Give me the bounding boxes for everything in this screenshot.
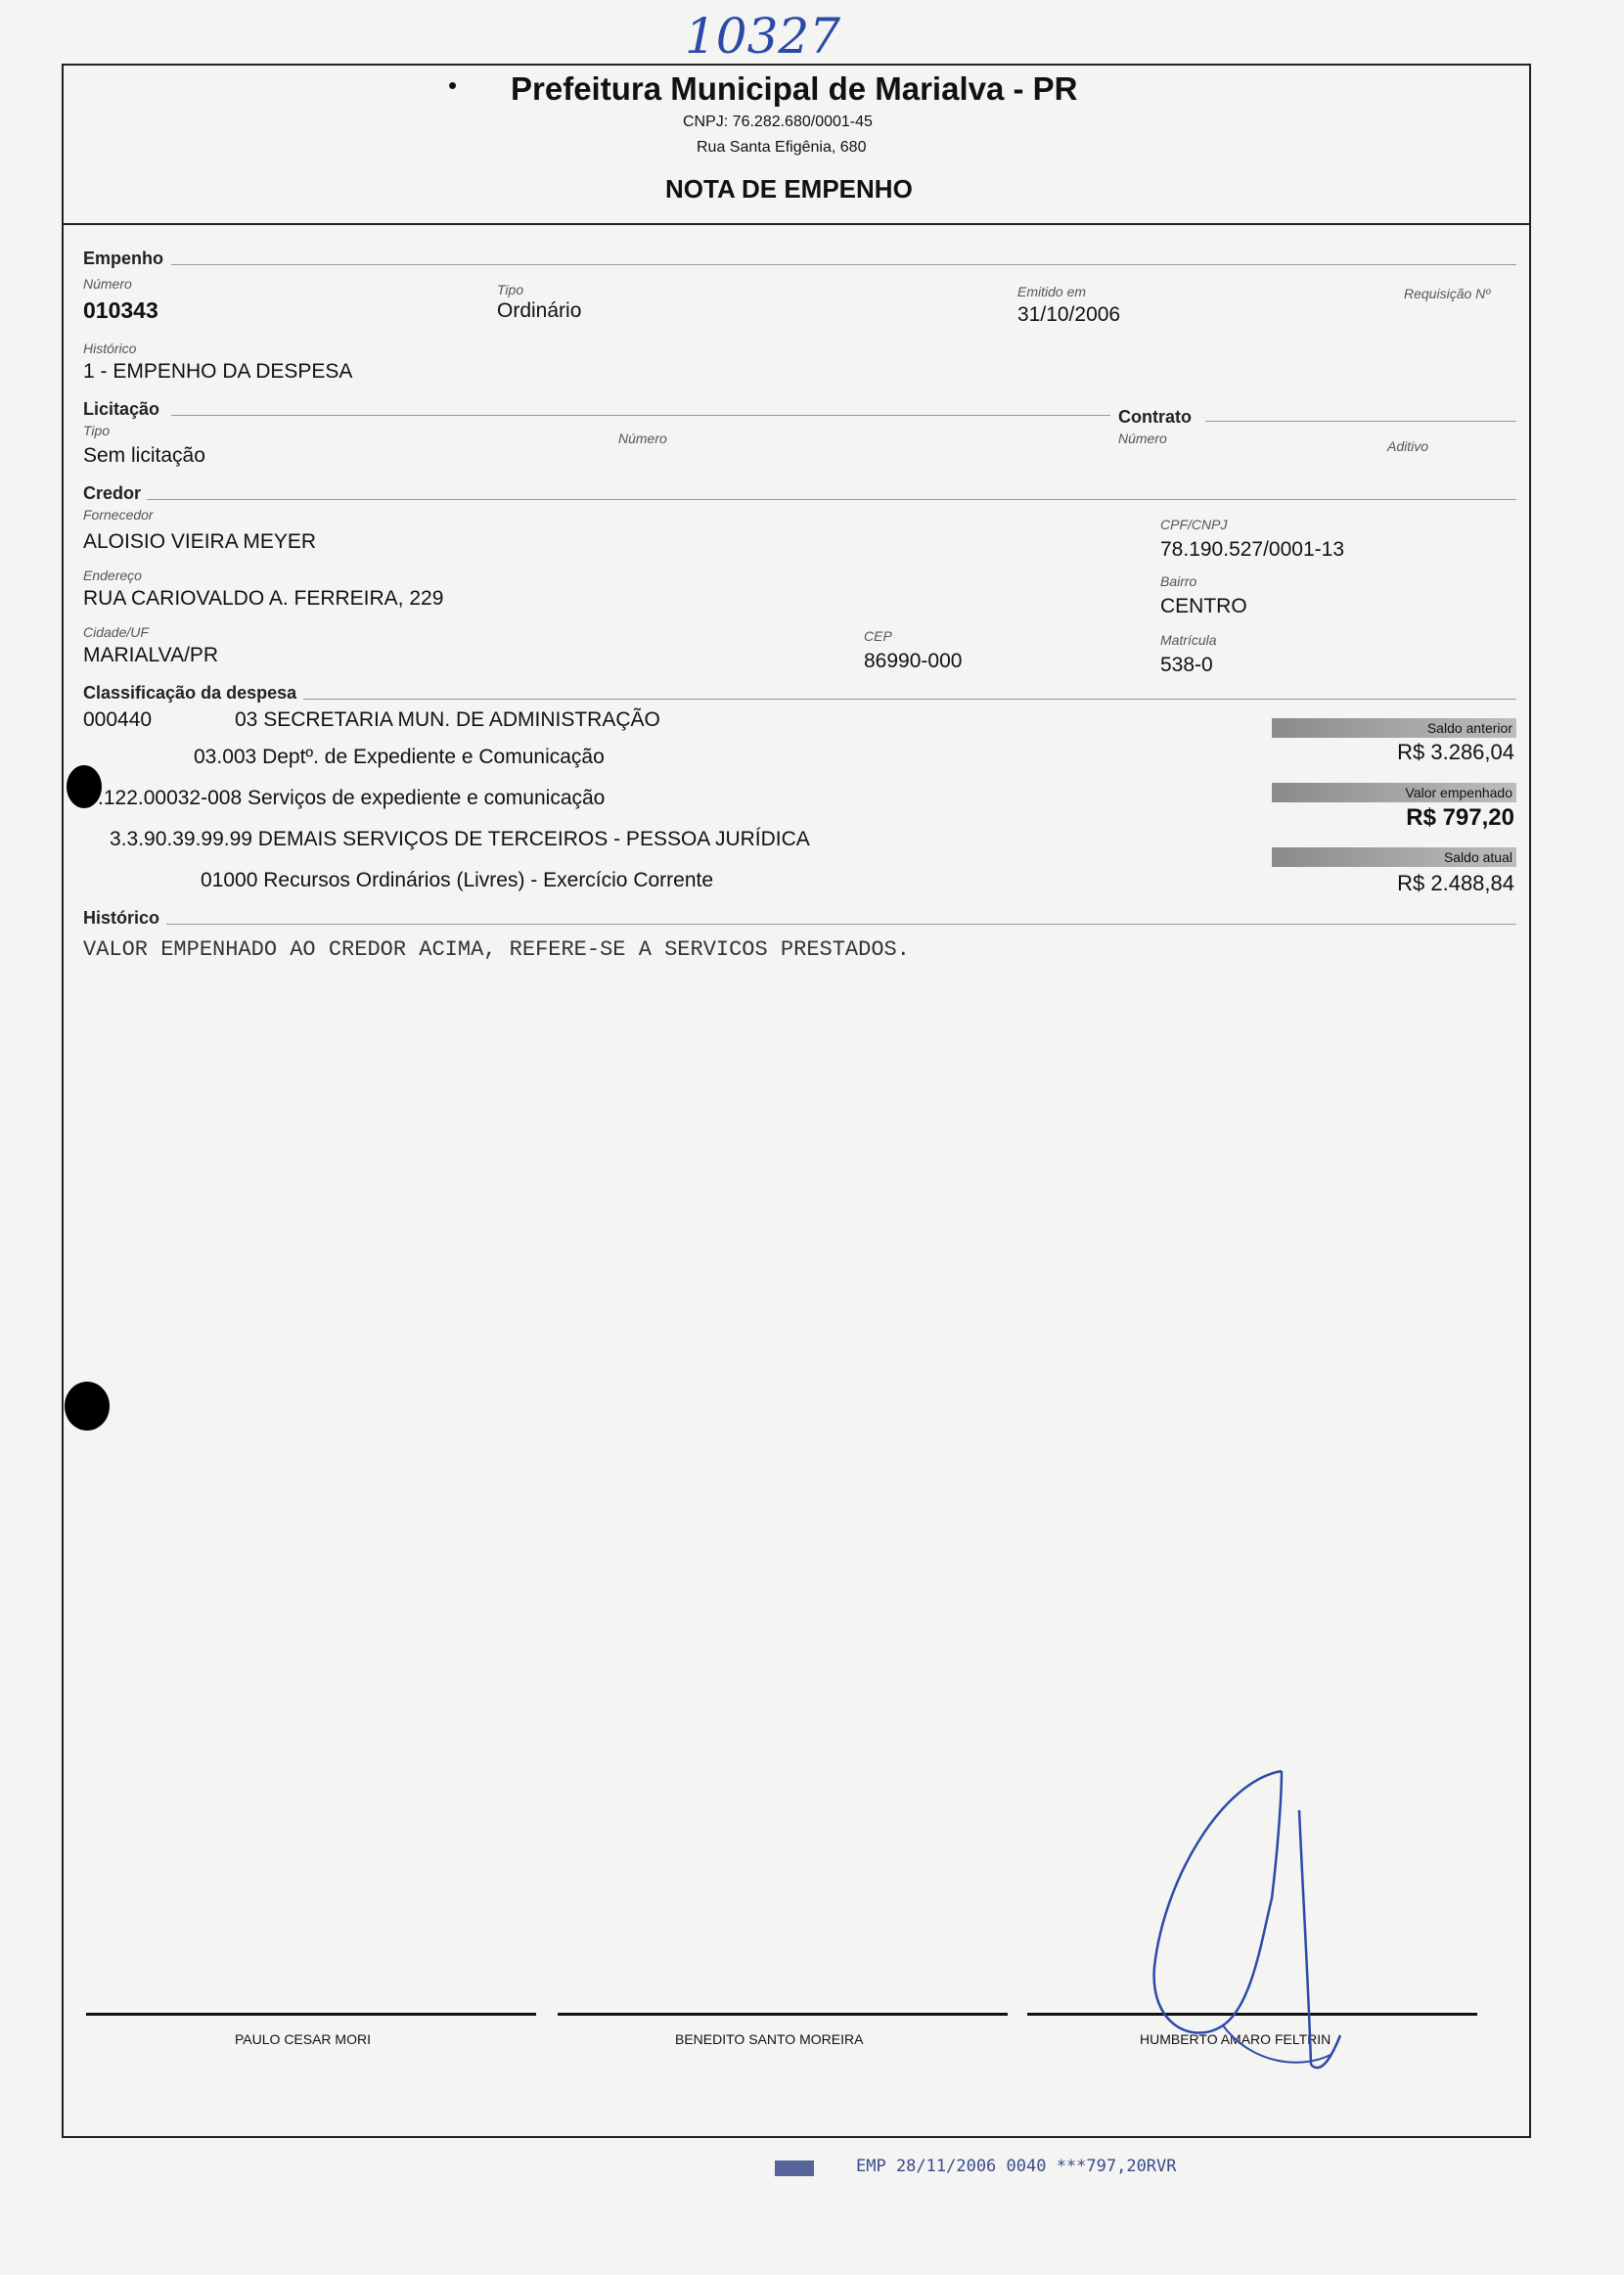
classificacao-line-2: 03.003 Deptº. de Expediente e Comunicação <box>194 746 605 768</box>
classificacao-code: 000440 <box>83 708 153 731</box>
punch-hole <box>65 1382 110 1431</box>
label-emitido: Emitido em <box>1017 284 1087 299</box>
label-cep: CEP <box>864 628 892 644</box>
licitacao-tipo: Sem licitação <box>83 444 205 467</box>
saldo-anterior-value: R$ 3.286,04 <box>1397 740 1514 764</box>
credor-fornecedor: ALOISIO VIEIRA MEYER <box>83 530 317 553</box>
header-divider <box>62 223 1531 225</box>
label-licitacao-numero: Número <box>618 431 667 446</box>
empenho-numero: 010343 <box>83 297 158 323</box>
classificacao-line-1: 03 SECRETARIA MUN. DE ADMINISTRAÇÃO <box>235 708 660 731</box>
credor-cep: 86990-000 <box>864 650 963 672</box>
header-mark: • <box>448 70 458 100</box>
label-contrato-aditivo: Aditivo <box>1387 438 1429 454</box>
divider <box>1205 421 1516 422</box>
label-bairro: Bairro <box>1160 573 1197 589</box>
signature-line <box>558 2013 1008 2016</box>
label-requisicao: Requisição Nº <box>1404 286 1491 301</box>
handwritten-signature <box>1135 1742 1389 2114</box>
label-matricula: Matrícula <box>1160 632 1217 648</box>
label-contrato-numero: Número <box>1118 431 1167 446</box>
saldo-atual-value: R$ 2.488,84 <box>1397 871 1514 895</box>
signature-name-2: BENEDITO SANTO MOREIRA <box>675 2031 864 2047</box>
label-tipo: Tipo <box>497 282 524 297</box>
credor-endereco: RUA CARIOVALDO A. FERREIRA, 229 <box>83 587 444 610</box>
municipality-title: Prefeitura Municipal de Marialva - PR <box>511 70 1078 107</box>
divider <box>171 415 1110 416</box>
divider <box>303 699 1516 700</box>
empenho-emitido: 31/10/2006 <box>1017 303 1121 326</box>
empenho-historico: 1 - EMPENHO DA DESPESA <box>83 360 353 383</box>
section-licitacao: Licitação <box>83 399 160 419</box>
classificacao-line-5: 01000 Recursos Ordinários (Livres) - Exercício Corrente <box>201 869 714 891</box>
empenho-tipo: Ordinário <box>497 299 582 322</box>
section-classificacao: Classificação da despesa <box>83 683 297 703</box>
signature-line <box>86 2013 536 2016</box>
credor-cidade: MARIALVA/PR <box>83 644 219 666</box>
municipality-cnpj: CNPJ: 76.282.680/0001-45 <box>683 114 873 130</box>
label-endereco: Endereço <box>83 568 142 583</box>
label-historico-empenho: Histórico <box>83 341 137 356</box>
label-numero: Número <box>83 276 132 292</box>
label-cidade: Cidade/UF <box>83 624 149 640</box>
handwritten-number: 10327 <box>685 8 841 65</box>
section-historico: Histórico <box>83 908 160 928</box>
label-fornecedor: Fornecedor <box>83 507 154 523</box>
label-licitacao-tipo: Tipo <box>83 423 111 438</box>
credor-matricula: 538-0 <box>1160 654 1213 676</box>
classificacao-line-3: .122.00032-008 Serviços de expediente e comunicação <box>98 787 606 809</box>
saldo-anterior-label: Saldo anterior <box>1272 718 1516 738</box>
footer-stamp-mark <box>775 2161 814 2176</box>
punch-hole <box>67 765 102 808</box>
classificacao-line-4: 3.3.90.39.99.99 DEMAIS SERVIÇOS DE TERCEIROS - PESSOA JURÍDICA <box>110 828 810 850</box>
credor-cpf: 78.190.527/0001-13 <box>1160 538 1345 561</box>
municipality-address: Rua Santa Efigênia, 680 <box>697 139 867 156</box>
section-contrato: Contrato <box>1118 407 1192 427</box>
signature-name-1: PAULO CESAR MORI <box>235 2031 371 2047</box>
divider <box>147 499 1516 500</box>
valor-empenhado-label: Valor empenhado <box>1272 783 1516 802</box>
label-cpf: CPF/CNPJ <box>1160 517 1228 532</box>
document-title: NOTA DE EMPENHO <box>665 174 913 204</box>
divider <box>171 264 1516 265</box>
section-credor: Credor <box>83 483 142 503</box>
signature-name-3: HUMBERTO AMARO FELTRIN <box>1140 2031 1331 2047</box>
section-empenho: Empenho <box>83 249 164 268</box>
valor-empenhado-value: R$ 797,20 <box>1406 804 1514 831</box>
historico-text: VALOR EMPENHADO AO CREDOR ACIMA, REFERE-SE A SERVICOS PRESTADOS. <box>83 937 910 962</box>
divider <box>166 924 1516 925</box>
credor-bairro: CENTRO <box>1160 595 1247 617</box>
saldo-atual-label: Saldo atual <box>1272 847 1516 867</box>
footer-stamp: EMP 28/11/2006 0040 ***797,20RVR <box>856 2157 1177 2176</box>
